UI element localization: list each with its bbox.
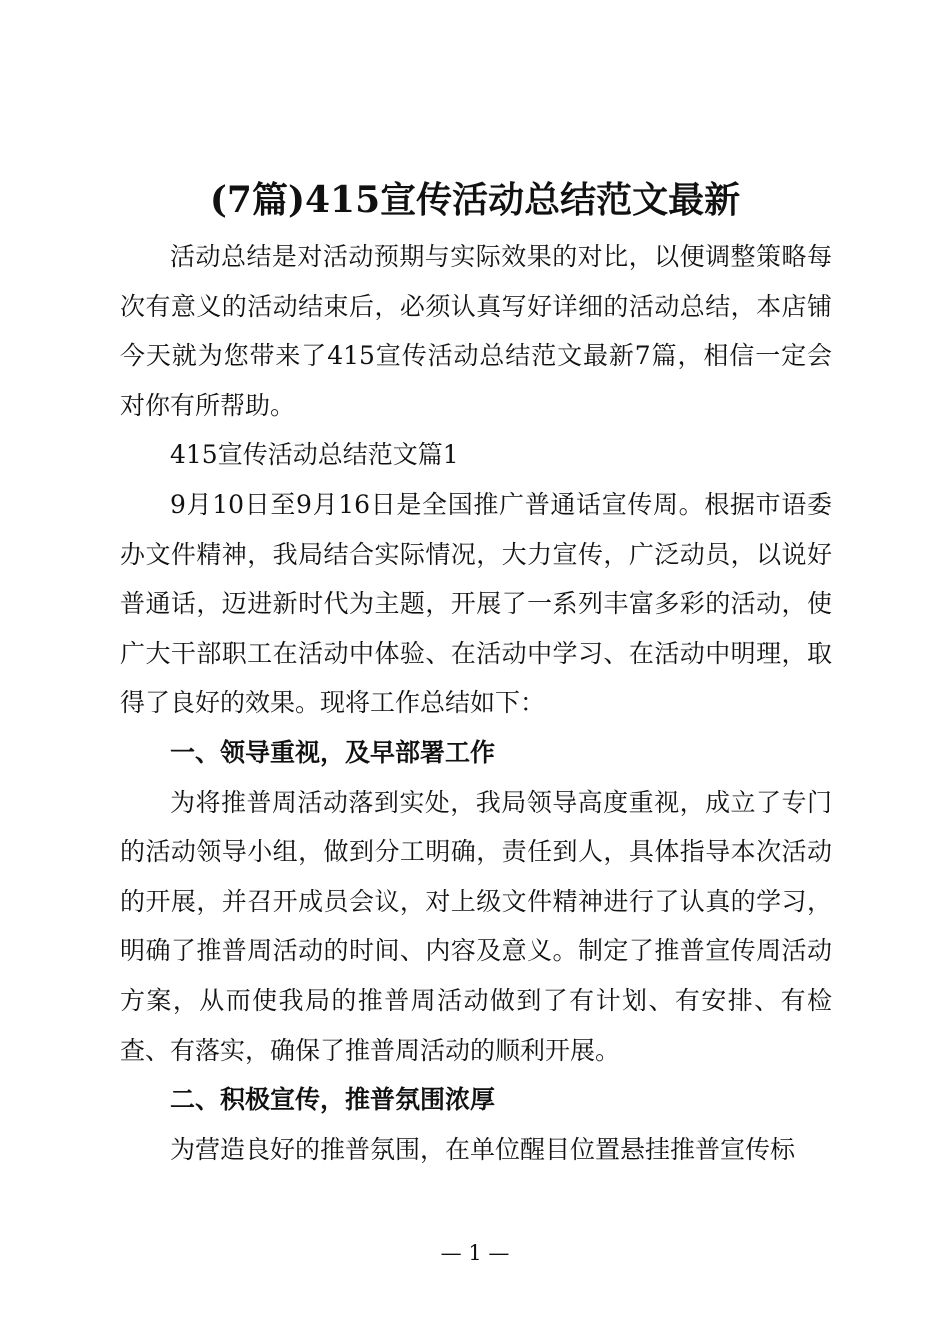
section-heading: 一、领导重视，及早部署工作 bbox=[170, 737, 496, 767]
body-paragraph: 为将推普周活动落到实处，我局领导高度重视，成立了专门的活动领导小组，做到分工明确，责任到人，具体指导本次活动的开展，并召开成员会议，对上级文件精神进行了认真的学习，明确了推普周活动的时间、内容及意义。制定了推普宣传周活动方案，从而使我局的推普周活动做到了有计划、有安排、有检查、有落实，确保了推普周活动的顺利开展。 bbox=[120, 787, 832, 1065]
section-heading: 二、积极宣传，推普氛围浓厚 bbox=[170, 1085, 496, 1115]
document-body bbox=[120, 232, 832, 1174]
intro-paragraph: 活动总结是对活动预期与实际效果的对比，以便调整策略每次有意义的活动结束后，必须认真写好详细的活动总结，本店铺今天就为您带来了415宣传活动总结范文最新7篇，相信一定会对你有所帮助。 bbox=[120, 242, 832, 420]
body-paragraph: 9月10日至9月16日是全国推广普通话宣传周。根据市语委办文件精神，我局结合实际情况，大力宣传，广泛动员，以说好普通话，迈进新时代为主题，开展了一系列丰富多彩的活动，使广大干部职工在活动中体验、在活动中学习、在活动中明理，取得了良好的效果。现将工作总结如下： bbox=[120, 489, 832, 718]
document-title: (7篇)415宣传活动总结范文最新 bbox=[209, 179, 741, 221]
section-title-paragraph: 415宣传活动总结范文篇1 bbox=[170, 440, 459, 470]
body-paragraph: 为营造良好的推普氛围，在单位醒目位置悬挂推普宣传标 bbox=[170, 1134, 796, 1164]
page-number: — 1 — bbox=[440, 1241, 510, 1265]
